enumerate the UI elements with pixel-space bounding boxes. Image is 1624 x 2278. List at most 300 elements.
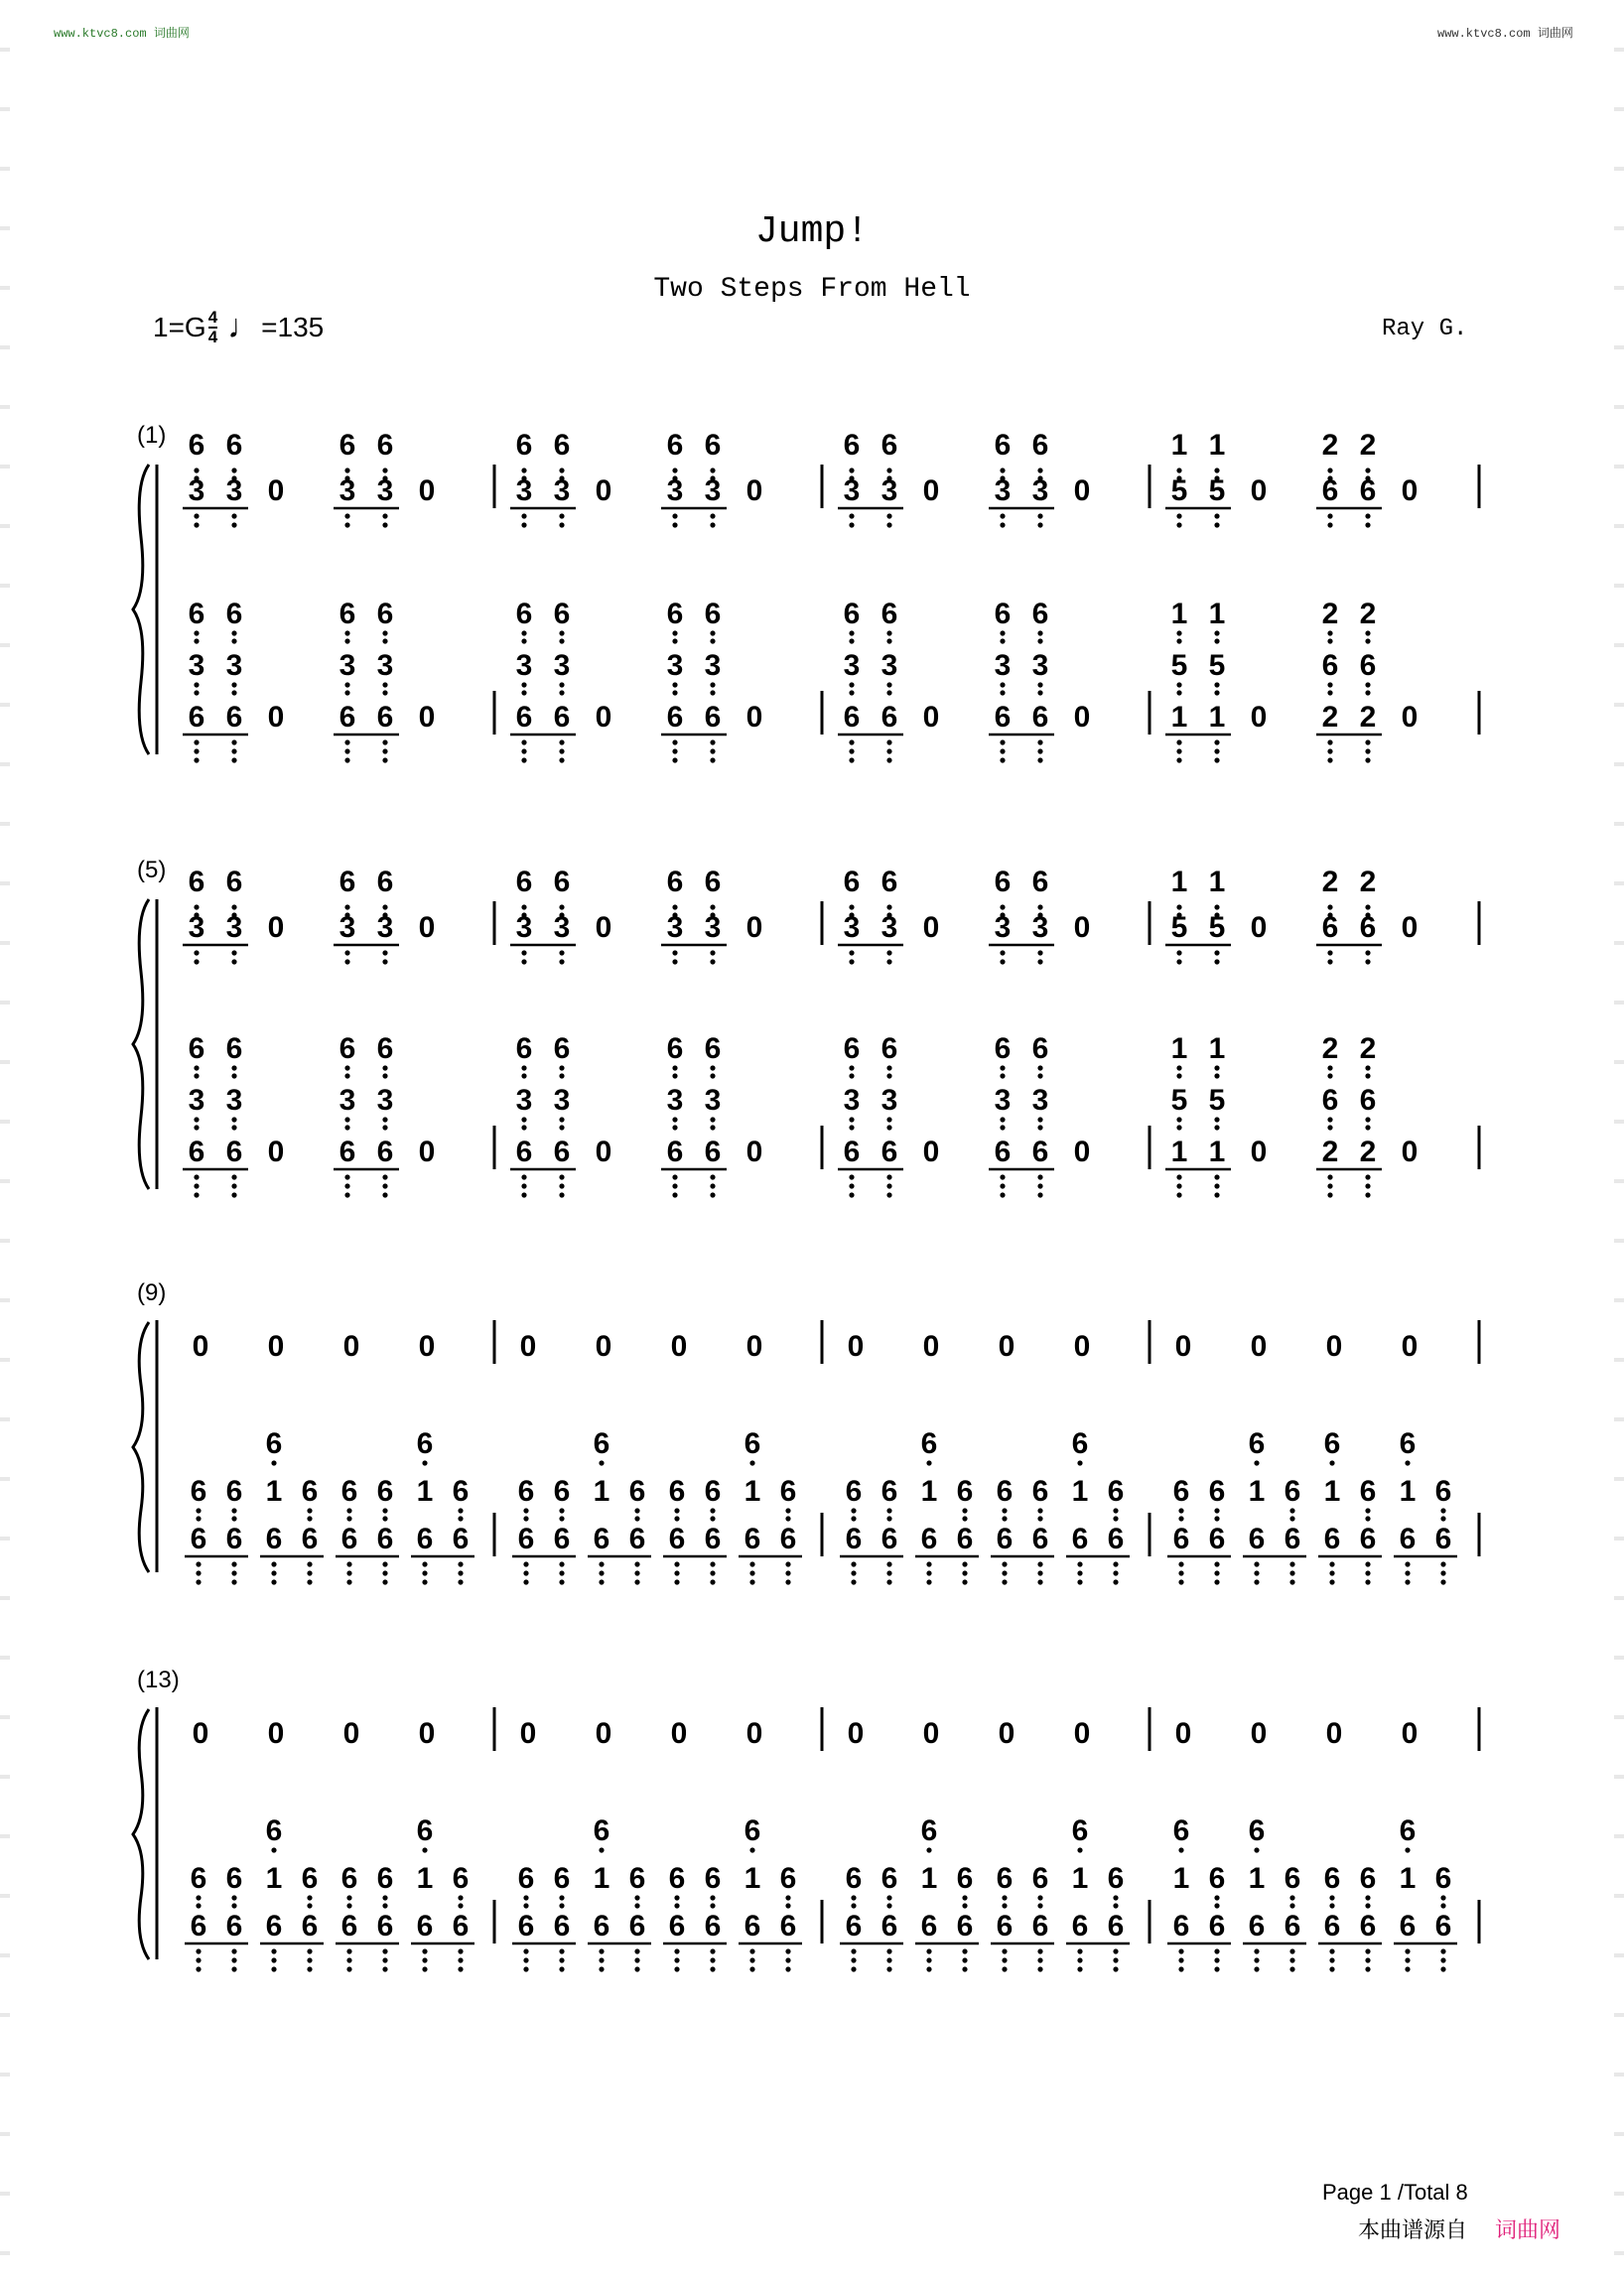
rest-zero: 0 [1250,1136,1268,1168]
octave-dot [710,1903,715,1908]
rest-zero: 0 [519,1717,537,1750]
note: 6 [880,429,898,462]
octave-dot [1077,1948,1082,1953]
note: 3 [994,911,1012,944]
octave-dot [599,1948,604,1953]
octave-dot [672,638,677,643]
octave-dot [710,1895,715,1900]
octave-dot [1365,522,1370,527]
note: 6 [880,1475,898,1508]
octave-dot [1254,1948,1259,1953]
note: 6 [188,701,205,734]
octave-dot [1440,1570,1445,1575]
octave-dot [382,1948,387,1953]
note: 6 [996,1910,1014,1943]
rest-zero: 0 [922,1136,940,1168]
octave-dot [1405,1460,1410,1465]
note: 6 [1071,1910,1089,1943]
rest-zero: 0 [922,1717,940,1750]
note: 6 [190,1523,207,1555]
octave-dot [1000,748,1005,753]
note: 6 [1359,1862,1377,1895]
note: 3 [376,911,394,944]
octave-dot [521,1192,526,1197]
octave-dot [231,1508,236,1513]
octave-dot [521,757,526,762]
octave-dot [710,1125,715,1130]
octave-dot [1037,904,1042,909]
octave-dot [1000,1125,1005,1130]
source-label: 本曲谱源自 [1358,2217,1468,2242]
time-sig-top: 4 [207,307,218,327]
octave-dot [672,748,677,753]
octave-dot [382,739,387,744]
octave-dot [521,1183,526,1188]
rest-zero: 0 [418,474,436,507]
octave-dot [1214,1570,1219,1575]
octave-dot [1000,638,1005,643]
note: 6 [1321,474,1339,507]
note: 6 [338,598,356,630]
note: 1 [265,1862,283,1895]
note: 6 [956,1862,974,1895]
octave-dot [710,1570,715,1575]
octave-dot [1327,682,1332,687]
octave-dot [1254,1460,1259,1465]
note: 6 [376,1862,394,1895]
octave-dot [1113,1966,1118,1971]
octave-dot [672,522,677,527]
note: 6 [1071,1427,1089,1460]
octave-dot [674,1516,679,1521]
octave-dot [749,1948,754,1953]
octave-dot [559,690,564,695]
note: 3 [880,474,898,507]
brace [133,1322,149,1572]
octave-dot [674,1579,679,1584]
octave-dot [196,1570,201,1575]
note: 3 [994,474,1012,507]
note: 6 [452,1475,470,1508]
octave-dot [1037,638,1042,643]
octave-dot [1113,1903,1118,1908]
octave-dot [849,1174,854,1179]
octave-dot [346,1966,351,1971]
octave-dot [559,1957,564,1962]
note: 6 [668,1523,686,1555]
note: 6 [517,1475,535,1508]
note: 5 [1170,649,1188,682]
octave-dot [422,1957,427,1962]
octave-dot [1113,1579,1118,1584]
octave-dot [851,1948,856,1953]
octave-dot [1365,1508,1370,1513]
note: 6 [1031,1862,1049,1895]
note: 3 [338,474,356,507]
note: 6 [1031,1136,1049,1168]
octave-dot [559,959,564,964]
rest-zero: 0 [418,1717,436,1750]
octave-dot [1176,739,1181,744]
note: 3 [553,911,571,944]
note: 3 [188,649,205,682]
octave-dot [1214,1192,1219,1197]
octave-dot [559,1073,564,1078]
octave-dot [1365,950,1370,955]
octave-dot [962,1508,967,1513]
rest-zero: 0 [922,701,940,734]
octave-dot [382,522,387,527]
octave-dot [599,1966,604,1971]
octave-dot [231,950,236,955]
rest-zero: 0 [595,701,612,734]
note: 6 [1172,1523,1190,1555]
octave-dot [672,1192,677,1197]
octave-dot [1327,690,1332,695]
octave-dot [1176,1183,1181,1188]
note: 3 [553,474,571,507]
octave-dot [231,690,236,695]
octave-dot [1327,513,1332,518]
octave-dot [634,1579,639,1584]
note: 6 [1434,1475,1452,1508]
octave-dot [458,1948,463,1953]
octave-dot [1000,522,1005,527]
octave-dot [710,630,715,635]
octave-dot [231,904,236,909]
note: 6 [843,866,861,898]
octave-dot [1176,682,1181,687]
note: 6 [265,1427,283,1460]
octave-dot [1365,682,1370,687]
octave-dot [1176,513,1181,518]
note: 6 [416,1910,434,1943]
note: 6 [553,701,571,734]
note: 3 [666,474,684,507]
note: 6 [704,1475,722,1508]
octave-dot [1176,1065,1181,1070]
octave-dot [1365,1192,1370,1197]
octave-dot [231,1073,236,1078]
note: 6 [920,1427,938,1460]
octave-dot [422,1570,427,1575]
note: 6 [340,1475,358,1508]
octave-dot [1365,1561,1370,1566]
octave-dot [1000,468,1005,472]
note: 1 [1170,598,1188,630]
octave-dot [1113,1516,1118,1521]
octave-dot [344,682,349,687]
note: 1 [265,1475,283,1508]
note: 6 [416,1814,434,1847]
octave-dot [1327,522,1332,527]
note: 6 [376,429,394,462]
octave-dot [1000,1065,1005,1070]
octave-dot [1000,1192,1005,1197]
note: 2 [1359,1032,1377,1065]
note: 6 [593,1523,610,1555]
rest-zero: 0 [418,911,436,944]
octave-dot [672,1117,677,1122]
octave-dot [307,1516,312,1521]
note: 6 [880,1862,898,1895]
octave-dot [599,1570,604,1575]
octave-dot [382,1125,387,1130]
octave-dot [1405,1948,1410,1953]
octave-dot [196,1895,201,1900]
octave-dot [1327,950,1332,955]
octave-dot [926,1948,931,1953]
note: 6 [376,1475,394,1508]
octave-dot [346,1895,351,1900]
octave-dot [1002,1570,1007,1575]
octave-dot [1077,1966,1082,1971]
note: 3 [188,911,205,944]
octave-dot [1000,1174,1005,1179]
note: 6 [1321,1084,1339,1117]
octave-dot [849,739,854,744]
note: 6 [1172,1910,1190,1943]
octave-dot [194,1183,199,1188]
note: 3 [1031,474,1049,507]
octave-dot [672,1174,677,1179]
rest-zero: 0 [1401,1717,1419,1750]
octave-dot [1214,513,1219,518]
note: 6 [515,701,533,734]
watermark-right[interactable]: www.ktvc8.com 词曲网 [1437,27,1573,41]
system-number: (9) [137,1279,167,1306]
rest-zero: 0 [1401,911,1419,944]
octave-dot [523,1895,528,1900]
note: 6 [593,1427,610,1460]
note: 6 [1031,598,1049,630]
octave-dot [785,1508,790,1513]
octave-dot [382,1183,387,1188]
octave-dot [382,1508,387,1513]
note: 3 [225,474,243,507]
octave-dot [523,1508,528,1513]
octave-dot [307,1508,312,1513]
octave-dot [634,1903,639,1908]
octave-dot [710,748,715,753]
note: 6 [1359,1084,1377,1117]
note: 6 [956,1910,974,1943]
note: 6 [593,1814,610,1847]
octave-dot [1365,690,1370,695]
octave-dot [521,513,526,518]
octave-dot [1254,1966,1259,1971]
octave-dot [231,1117,236,1122]
note: 6 [553,1475,571,1508]
octave-dot [851,1570,856,1575]
octave-dot [1113,1561,1118,1566]
note: 3 [666,1084,684,1117]
note: 6 [265,1910,283,1943]
octave-dot [886,739,891,744]
note: 6 [994,429,1012,462]
octave-dot [1365,638,1370,643]
octave-dot [1113,1948,1118,1953]
octave-dot [672,630,677,635]
octave-dot [710,468,715,472]
octave-dot [1037,630,1042,635]
octave-dot [851,1579,856,1584]
octave-dot [1037,757,1042,762]
note: 1 [1170,866,1188,898]
octave-dot [672,950,677,955]
rest-zero: 0 [1250,474,1268,507]
octave-dot [1178,1957,1183,1962]
octave-dot [307,1579,312,1584]
octave-dot [962,1948,967,1953]
note: 6 [779,1862,797,1895]
octave-dot [1077,1570,1082,1575]
note: 6 [553,1523,571,1555]
octave-dot [849,468,854,472]
octave-dot [1365,1183,1370,1188]
octave-dot [1002,1903,1007,1908]
octave-dot [271,1948,276,1953]
note: 6 [225,429,243,462]
octave-dot [521,1174,526,1179]
octave-dot [1440,1903,1445,1908]
octave-dot [521,1125,526,1130]
octave-dot [344,522,349,527]
rest-zero: 0 [595,474,612,507]
octave-dot [194,1174,199,1179]
rest-zero: 0 [595,1717,612,1750]
octave-dot [1365,757,1370,762]
octave-dot [962,1561,967,1566]
octave-dot [1327,904,1332,909]
rest-zero: 0 [595,1136,612,1168]
octave-dot [344,1117,349,1122]
note: 5 [1208,1084,1226,1117]
rest-zero: 0 [670,1330,688,1363]
octave-dot [307,1895,312,1900]
octave-dot [231,1895,236,1900]
note: 1 [593,1862,610,1895]
octave-dot [886,1570,891,1575]
system-number: (13) [137,1667,180,1693]
octave-dot [521,959,526,964]
octave-dot [1365,1957,1370,1962]
note: 6 [666,429,684,462]
rest-zero: 0 [418,1136,436,1168]
note: 6 [225,1862,243,1895]
octave-dot [1037,1073,1042,1078]
octave-dot [634,1957,639,1962]
octave-dot [196,1508,201,1513]
octave-dot [523,1948,528,1953]
octave-dot [231,468,236,472]
note: 6 [340,1910,358,1943]
octave-dot [1254,1579,1259,1584]
octave-dot [849,959,854,964]
octave-dot [851,1508,856,1513]
octave-dot [1176,959,1181,964]
octave-dot [886,1117,891,1122]
octave-dot [1327,757,1332,762]
octave-dot [1214,739,1219,744]
octave-dot [674,1570,679,1575]
octave-dot [674,1895,679,1900]
octave-dot [1440,1966,1445,1971]
note: 6 [452,1862,470,1895]
source-site-link[interactable]: 词曲网 [1495,2217,1561,2242]
note: 1 [1399,1475,1417,1508]
octave-dot [1176,757,1181,762]
octave-dot [196,1957,201,1962]
note: 6 [880,1136,898,1168]
octave-dot [521,1073,526,1078]
octave-dot [886,1174,891,1179]
octave-dot [672,513,677,518]
note: 2 [1359,866,1377,898]
octave-dot [749,1579,754,1584]
octave-dot [1176,1125,1181,1130]
octave-dot [559,1570,564,1575]
octave-dot [672,1065,677,1070]
octave-dot [307,1561,312,1566]
octave-dot [1327,739,1332,744]
note: 3 [704,911,722,944]
octave-dot [458,1895,463,1900]
octave-dot [458,1561,463,1566]
note: 6 [744,1523,761,1555]
octave-dot [382,1561,387,1566]
note: 6 [1248,1523,1266,1555]
note: 1 [593,1475,610,1508]
octave-dot [1002,1957,1007,1962]
octave-dot [458,1570,463,1575]
octave-dot [1254,1561,1259,1566]
octave-dot [523,1579,528,1584]
octave-dot [710,1117,715,1122]
octave-dot [382,1192,387,1197]
octave-dot [1178,1561,1183,1566]
octave-dot [1002,1516,1007,1521]
octave-dot [1037,1183,1042,1188]
octave-dot [962,1516,967,1521]
octave-dot [559,1065,564,1070]
octave-dot [886,1957,891,1962]
octave-dot [710,1065,715,1070]
octave-dot [346,1948,351,1953]
octave-dot [599,1847,604,1852]
octave-dot [1365,1516,1370,1521]
note: 6 [1359,1475,1377,1508]
arranger: Ray G. [1382,316,1468,342]
note: 6 [1248,1427,1266,1460]
note: 6 [704,598,722,630]
octave-dot [422,1460,427,1465]
octave-dot [271,1460,276,1465]
note: 3 [880,649,898,682]
watermark-left[interactable]: www.ktvc8.com 词曲网 [54,27,190,41]
rest-zero: 0 [1174,1330,1192,1363]
rest-zero: 0 [1250,701,1268,734]
octave-dot [521,950,526,955]
note: 6 [994,701,1012,734]
octave-dot [634,1561,639,1566]
note: 6 [1031,1032,1049,1065]
octave-dot [271,1561,276,1566]
system-number: (1) [137,422,167,449]
octave-dot [785,1966,790,1971]
octave-dot [1289,1516,1294,1521]
octave-dot [559,1183,564,1188]
